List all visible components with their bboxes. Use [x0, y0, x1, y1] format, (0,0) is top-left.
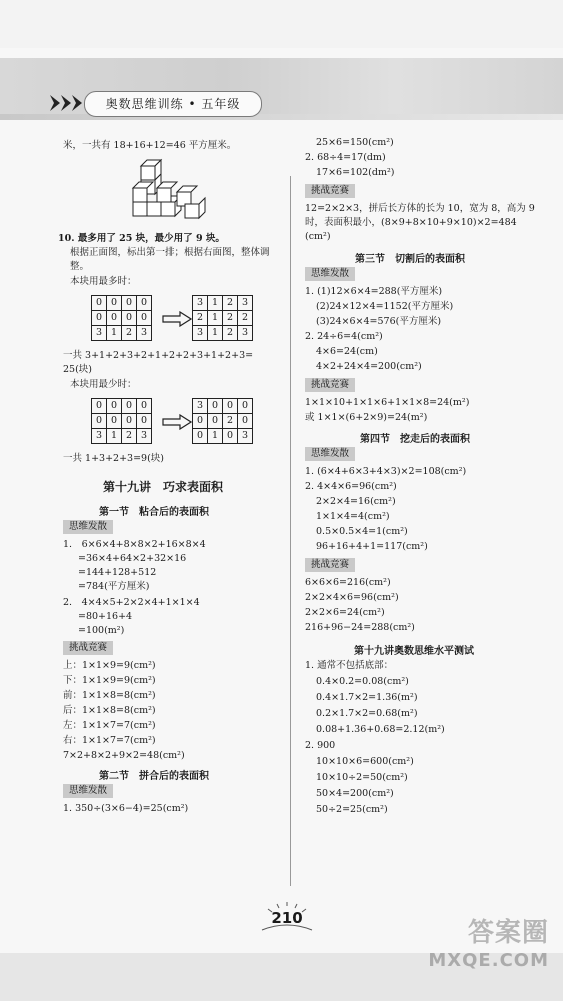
- grid-cell: 2: [223, 311, 238, 326]
- tag-thinking: 思维发散: [305, 447, 355, 461]
- text-line: 2. 900: [305, 740, 336, 751]
- grid-cell: 1: [208, 326, 223, 341]
- grid-cell: 0: [92, 399, 107, 414]
- text-line: 1×1×10+1×1×6+1×1×8=24(m²): [305, 397, 470, 408]
- text-line: 50÷2=25(cm²): [316, 804, 388, 815]
- grid-cell: 0: [193, 429, 208, 444]
- text-line: 2. 4×4×6=96(cm²): [305, 481, 397, 492]
- text-line: 4×2+24×4=200(cm²): [316, 361, 422, 372]
- grid-cell: 0: [107, 296, 122, 311]
- grid-cell: 0: [107, 399, 122, 414]
- text-line: 整。: [70, 261, 90, 272]
- tag-thinking: 思维发散: [305, 267, 355, 281]
- grid-cell: 0: [238, 414, 253, 429]
- cube-stack-figure: [127, 152, 215, 228]
- tag-thinking: 思维发散: [63, 784, 113, 798]
- grid-least-before: [91, 398, 152, 444]
- grid-cell: 0: [92, 296, 107, 311]
- section-title: 第四节 挖走后的表面积: [360, 434, 470, 445]
- text-line: =36×4+64×2+32×16: [78, 553, 187, 564]
- grid-cell: 2: [223, 326, 238, 341]
- grid-cell: 3: [193, 399, 208, 414]
- grid-cell: 0: [137, 414, 152, 429]
- grid-cell: 2: [193, 311, 208, 326]
- grid-cell: 3: [137, 429, 152, 444]
- tag-challenge: 挑战竞赛: [305, 558, 355, 572]
- text-line: 1. (1)12×6×4=288(平方厘米): [305, 286, 443, 297]
- tag-challenge: 挑战竞赛: [63, 641, 113, 655]
- grid-least-after: [192, 398, 253, 444]
- text-line: =100(m²): [78, 625, 125, 636]
- grid-cell: 0: [238, 399, 253, 414]
- grid-cell: 0: [92, 414, 107, 429]
- text-line: 10×10÷2=50(cm²): [316, 772, 408, 783]
- text-line: 右：1×1×7=7(cm²): [63, 735, 156, 746]
- grid-cell: 0: [223, 429, 238, 444]
- text-line: 米，一共有 18+16+12=46 平方厘米。: [63, 140, 237, 151]
- arrow-right-icon: [162, 414, 192, 430]
- tag-challenge: 挑战竞赛: [305, 378, 355, 392]
- text-line: 0.08+1.36+0.68=2.12(m²): [316, 724, 445, 735]
- grid-most-before: [91, 295, 152, 341]
- text-line: 一共 3+1+2+3+2+1+2+2+3+1+2+3=: [63, 350, 254, 361]
- text-line: 左：1×1×7=7(cm²): [63, 720, 156, 731]
- text-line: 2×2×4=16(cm²): [316, 496, 396, 507]
- grid-cell: 2: [223, 296, 238, 311]
- page-number: 210: [271, 909, 303, 927]
- text-line: =784(平方厘米): [78, 581, 150, 592]
- text-line: 6×6×6=216(cm²): [305, 577, 391, 588]
- grid-cell: 2: [122, 326, 137, 341]
- section-title: 第一节 粘合后的表面积: [99, 507, 209, 518]
- grid-cell: 0: [122, 296, 137, 311]
- grid-most-after: [192, 295, 253, 341]
- text-line: 前：1×1×8=8(cm²): [63, 690, 156, 701]
- grid-cell: 0: [137, 311, 152, 326]
- chapter-title: 第十九讲 巧求表面积: [103, 480, 224, 494]
- grid-cell: 0: [208, 414, 223, 429]
- section-title: 第三节 切割后的表面积: [355, 254, 465, 265]
- text-line: 96+16+4+1=117(cm²): [316, 541, 428, 552]
- text-line: 25×6=150(cm²): [316, 137, 394, 148]
- grid-cell: 0: [122, 399, 137, 414]
- text-line: 1. (6×4+6×3+4×3)×2=108(cm²): [305, 466, 467, 477]
- text-line: 50×4=200(cm²): [316, 788, 394, 799]
- text-line: 上：1×1×9=9(cm²): [63, 660, 156, 671]
- grid-cell: 1: [208, 429, 223, 444]
- grid-cell: 0: [122, 311, 137, 326]
- text-line: 或 1×1×(6+2×9)=24(m²): [305, 412, 428, 423]
- grid-cell: 1: [208, 311, 223, 326]
- text-line: 12=2×2×3，拼后长方体的长为 10，宽为 8，高为 9: [305, 203, 535, 214]
- grid-cell: 2: [122, 429, 137, 444]
- text-line: 0.4×0.2=0.08(cm²): [316, 676, 409, 687]
- text-line: 216+96−24=288(cm²): [305, 622, 415, 633]
- grid-cell: 3: [193, 326, 208, 341]
- text-line: 2. 68÷4=17(dm): [305, 152, 386, 163]
- grid-cell: 1: [208, 296, 223, 311]
- text-line: 后：1×1×8=8(cm²): [63, 705, 156, 716]
- arrow-right-icon: [162, 311, 192, 327]
- document-page: [0, 48, 563, 953]
- grid-cell: 2: [238, 311, 253, 326]
- grid-cell: 0: [137, 296, 152, 311]
- grid-cell: 0: [107, 414, 122, 429]
- grid-cell: 0: [193, 414, 208, 429]
- text-line: 1×1×4=4(cm²): [316, 511, 390, 522]
- question-10: 10. 最多用了 25 块，最少用了 9 块。: [58, 233, 225, 244]
- text-line: 7×2+8×2+9×2=48(cm²): [63, 750, 185, 761]
- grid-cell: 0: [107, 311, 122, 326]
- text-line: 本块用最少时：: [70, 379, 137, 390]
- text-line: (cm²): [305, 231, 331, 242]
- tag-thinking: 思维发散: [63, 520, 113, 534]
- text-line: 一共 1+3+2+3=9(块): [63, 453, 164, 464]
- text-line: 25(块): [63, 364, 93, 375]
- grid-cell: 1: [107, 429, 122, 444]
- tag-challenge: 挑战竞赛: [305, 184, 355, 198]
- text-line: (2)24×12×4=1152(平方厘米): [316, 301, 454, 312]
- text-line: 时，表面积最小，(8×9+8×10+9×10)×2=484: [305, 217, 517, 228]
- watermark-logo: 答案圈: [467, 918, 549, 948]
- text-line: 0.2×1.7×2=0.68(m²): [316, 708, 418, 719]
- text-line: 17×6=102(dm²): [316, 167, 395, 178]
- text-line: =80+16+4: [78, 611, 133, 622]
- grid-cell: 3: [137, 326, 152, 341]
- grid-cell: 3: [238, 429, 253, 444]
- text-line: 2. 24÷6=4(cm²): [305, 331, 383, 342]
- text-line: 2×2×4×6=96(cm²): [305, 592, 399, 603]
- text-line: =144+128+512: [78, 567, 157, 578]
- text-line: (3)24×6×4=576(平方厘米): [316, 316, 442, 327]
- text-line: 2×2×6=24(cm²): [305, 607, 385, 618]
- text-line: 下：1×1×9=9(cm²): [63, 675, 156, 686]
- text-line: 本块用最多时：: [70, 276, 137, 287]
- text-line: 0.5×0.5×4=1(cm²): [316, 526, 408, 537]
- grid-cell: 3: [193, 296, 208, 311]
- grid-cell: 1: [107, 326, 122, 341]
- grid-cell: 0: [122, 414, 137, 429]
- text-line: 1. 通常不包括底部：: [305, 660, 394, 671]
- grid-cell: 0: [137, 399, 152, 414]
- grid-cell: 3: [92, 326, 107, 341]
- text-line: 根据正面图，标出第一排；根据右面图，整体调: [70, 247, 270, 258]
- grid-cell: 3: [238, 326, 253, 341]
- top-bar: [0, 0, 563, 48]
- grid-cell: 0: [92, 311, 107, 326]
- test-title: 第十九讲奥数思维水平测试: [354, 646, 474, 657]
- grid-cell: 2: [223, 414, 238, 429]
- section-title: 第二节 拼合后的表面积: [99, 771, 209, 782]
- text-line: 10×10×6=600(cm²): [316, 756, 414, 767]
- grid-cell: 3: [238, 296, 253, 311]
- text-line: 1. 6×6×4+8×8×2+16×8×4: [63, 539, 206, 550]
- text-line: 0.4×1.7×2=1.36(m²): [316, 692, 418, 703]
- grid-cell: 0: [223, 399, 238, 414]
- book-title: 奥数思维训练 • 五年级: [84, 91, 262, 117]
- grid-cell: 3: [92, 429, 107, 444]
- triple-arrow-icon: [50, 95, 84, 111]
- text-line: 2. 4×4×5+2×2×4+1×1×4: [63, 597, 200, 608]
- watermark-url: MXQE.COM: [428, 950, 549, 971]
- column-divider: [290, 176, 291, 886]
- grid-cell: 0: [208, 399, 223, 414]
- text-line: 4×6=24(cm): [316, 346, 378, 357]
- text-line: 1. 350÷(3×6−4)=25(cm²): [63, 803, 189, 814]
